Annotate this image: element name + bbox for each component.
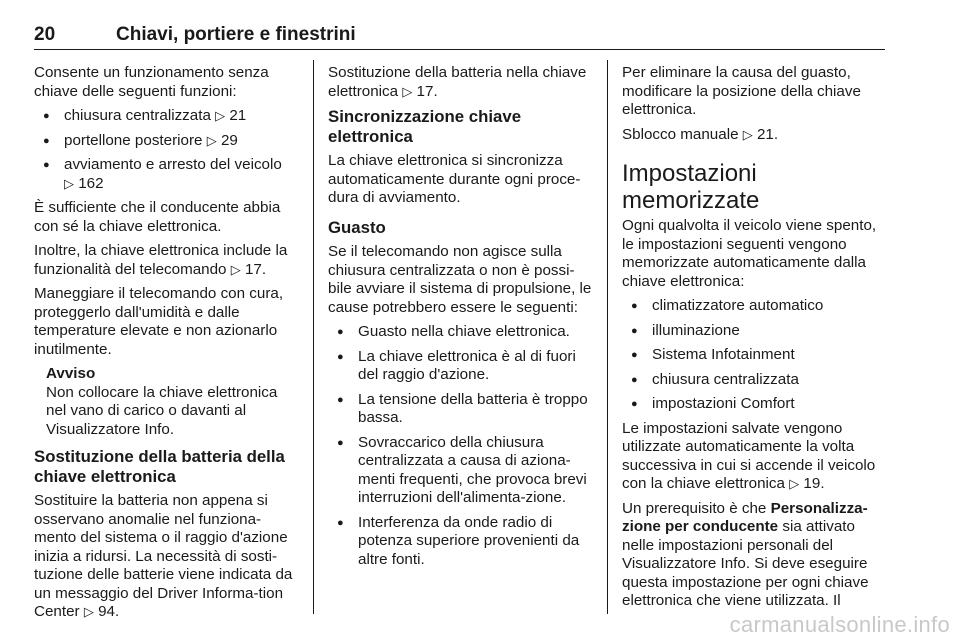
chapter-title: Chiavi, portiere e finestrini [116, 24, 356, 45]
reference-arrow-icon: ▷ [206, 132, 217, 148]
column-divider-1 [313, 60, 314, 614]
memorized-settings-list [622, 297, 888, 414]
fault-paragraph: Se il telecomando non agisce sulla chiusura centralizzata o non è possi-bile avviare il sistema di propulsione, le cause potrebbero essere le seguenti: [328, 243, 592, 316]
battery-paragraph: Sostituire la batteria non appena si osservano anomalie nel funziona-mento del sistema o il raggio d'azione inizia a ridursi. La necessità di sosti-tuzione delle batterie viene indicata da un messaggio del Driver Informa-tion Center ▷ 94. [34, 492, 293, 620]
list-item: ● Sistema Infotainment [622, 346, 888, 365]
reference-arrow-icon: ▷ [742, 126, 753, 142]
list-item: ● portellone posteriore ▷ 29 [34, 132, 300, 151]
reference-arrow-icon: ▷ [230, 261, 241, 277]
reference-arrow-icon: ▷ [789, 476, 800, 491]
notice-box [34, 365, 300, 439]
list-item: ● La chiave elettronica è al di fuori del raggio d'azione. [328, 348, 592, 385]
sync-heading: Sincronizzazione chiave elettronica [328, 107, 522, 146]
fix-paragraph: Per eliminare la causa del guasto, modificare la posizione della chiave elettronica. [622, 64, 861, 118]
list-item: ● impostazioni Comfort [622, 395, 888, 414]
watermark: carmanualsonline.info [729, 612, 950, 637]
memory-paragraph: Ogni qualvolta il veicolo viene spento, le impostazioni seguenti vengono memorizzate automaticamente dalla chiave elettronica: [622, 217, 877, 290]
memorized-settings-heading: Impostazioni memorizzate [622, 160, 760, 214]
list-item: ● avviamento e arresto del veicolo ▷ 162 [34, 156, 300, 193]
sufficient-paragraph: È sufficiente che il conducente abbia con sé la chiave elettronica. [34, 199, 281, 235]
column-1 [34, 64, 300, 628]
page-reference[interactable]: 19. [803, 475, 825, 492]
page-number: 20 [34, 24, 56, 45]
reference-arrow-icon: ▷ [83, 604, 94, 619]
page-reference[interactable]: 94. [98, 603, 120, 620]
prerequisite-paragraph: Un prerequisito è che Personalizza-zione per conducente sia attivato nelle impostazioni personali del Visualizzatore Info. Si deve eseguire questa impostazione per ogni chiave elettronica che viene utilizzata. Il [622, 499, 869, 609]
care-paragraph: Maneggiare il telecomando con cura, proteggerlo dall'umidità e dalle temperature elevate e non azionarlo inutilmente. [34, 285, 284, 358]
list-item: ● La tensione della batteria è troppo bassa. [328, 391, 592, 428]
saved-settings-paragraph: Le impostazioni salvate vengono utilizzate automaticamente la volta successiva in cui si accende il veicolo con la chiave elettronica ▷ 19. [622, 419, 876, 492]
page-reference[interactable]: 162 [78, 174, 104, 192]
notice-title: Avviso [46, 365, 96, 382]
list-item: ● Sovraccarico della chiusura centralizzata a causa di aziona-menti frequenti, che provoca brevi interruzioni dell'alimenta-zione. [328, 434, 592, 508]
reference-arrow-icon: ▷ [402, 83, 413, 99]
remote-function-paragraph: Inoltre, la chiave elettronica include la funzionalità del telecomando ▷ 17. [34, 242, 288, 278]
list-item: ● climatizzatore automatico [622, 297, 888, 316]
column-3 [622, 64, 888, 617]
page-reference[interactable]: 29 [220, 131, 238, 149]
page-reference[interactable]: 21 [229, 107, 247, 124]
replacement-paragraph: Sostituzione della batteria nella chiave elettronica ▷ 17. [328, 64, 587, 100]
setting-name: Personalizza-zione per conducente [622, 499, 868, 535]
column-2 [328, 64, 592, 575]
sync-paragraph: La chiave elettronica si sincronizza automaticamente durante ogni proce-dura di avviamento. [328, 152, 581, 206]
reference-arrow-icon: ▷ [64, 175, 74, 191]
notice-text: Non collocare la chiave elettronica nel vano di carico o davanti al Visualizzatore Info. [46, 383, 278, 438]
manual-unlock-paragraph: Sblocco manuale ▷ 21. [622, 125, 779, 143]
page-header [34, 10, 885, 50]
column-divider-2 [607, 60, 608, 614]
battery-replacement-heading: Sostituzione della batteria della chiave elettronica [34, 447, 285, 486]
list-item: ● Interferenza da onde radio di potenza superiore provenienti da altre fonti. [328, 514, 592, 570]
list-item: ● Guasto nella chiave elettronica. [328, 323, 592, 342]
list-item: ● illuminazione [622, 322, 888, 341]
page-reference[interactable]: 17. [244, 260, 267, 278]
fault-heading: Guasto [328, 217, 386, 237]
list-item: ● chiusura centralizzata [622, 371, 888, 390]
fault-causes-list [328, 323, 592, 569]
reference-arrow-icon: ▷ [215, 108, 226, 123]
intro-paragraph: Consente un funzionamento senza chiave delle seguenti funzioni: [34, 64, 269, 100]
page-reference[interactable]: 21. [756, 125, 779, 143]
list-item: ● chiusura centralizzata ▷ 21 [34, 107, 300, 126]
keyless-functions-list [34, 107, 300, 193]
page-reference[interactable]: 17. [416, 82, 438, 100]
